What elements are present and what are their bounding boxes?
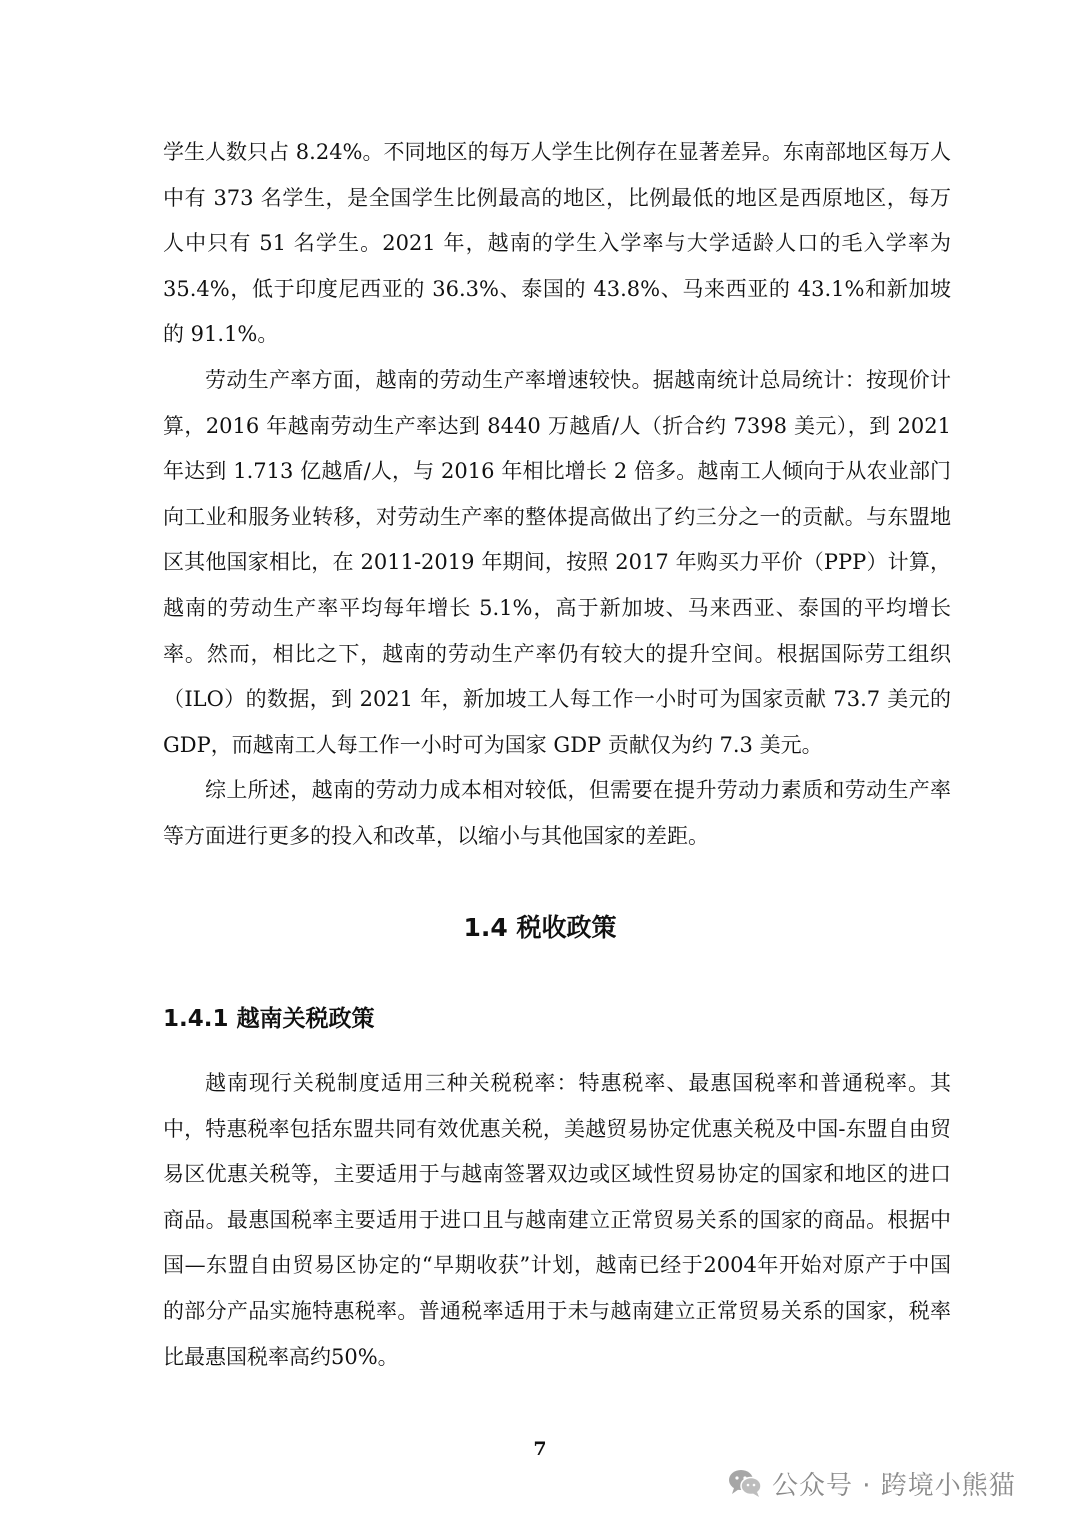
wechat-icon [728,1468,762,1498]
paragraph-student-stats: 学生人数只占 8.24%。不同地区的每万人学生比例存在显著差异。东南部地区每万人中有 373 名学生，是全国学生比例最高的地区，比例最低的地区是西原地区，每万人中只有 51 名学生。2021 年，越南的学生入学率与大学适龄人口的毛入学率为 35.4%，低于印度尼西亚的 36.3%、泰国的 43.8%、马来西亚的 43.1%和新加坡的 91.1%。 [163,140,951,347]
watermark-text: 公众号 · 跨境小熊猫 [772,1470,1016,1501]
paragraph-summary: 综上所述，越南的劳动力成本相对较低，但需要在提升劳动力素质和劳动生产率等方面进行更多的投入和改革，以缩小与其他国家的差距。 [163,778,951,848]
watermark [728,1461,1016,1505]
subsection-heading: 1.4.1 越南关税政策 [163,1006,375,1032]
page-number: 7 [533,1438,547,1460]
section-heading: 1.4 税收政策 [463,913,617,942]
paragraph-tariff-policy: 越南现行关税制度适用三种关税税率：特惠税率、最惠国税率和普通税率。其中，特惠税率包括东盟共同有效优惠关税，美越贸易协定优惠关税及中国-东盟自由贸易区优惠关税等，主要适用于与越南签署双边或区域性贸易协定的国家和地区的进口商品。最惠国税率主要适用于进口且与越南建立正常贸易关系的国家的商品。根据中国—东盟自由贸易区协定的“早期收获”计划，越南已经于2004年开始对原产于中国的部分产品实施特惠税率。普通税率适用于未与越南建立正常贸易关系的国家，税率比最惠国税率高约50%。 [163,1071,951,1369]
paragraph-labor-productivity: 劳动生产率方面，越南的劳动生产率增速较快。据越南统计总局统计：按现价计算，2016 年越南劳动生产率达到 8440 万越盾/人（折合约 7398 美元），到 2021 年达到 1.713 亿越盾/人，与 2016 年相比增长 2 倍多。越南工人倾向于从农业部门向工业和服务业转移，对劳动生产率的整体提高做出了约三分之一的贡献。与东盟地区其他国家相比，在 2011-2019 年期间，按照 2017 年购买力平价（PPP）计算，越南的劳动生产率平均每年增长 5.1%，高于新加坡、马来西亚、泰国的平均增长率。然而，相比之下，越南的劳动生产率仍有较大的提升空间。根据国际劳工组织（ILO）的数据，到 2021 年，新加坡工人每工作一小时可为国家贡献 73.7 美元的 GDP，而越南工人每工作一小时可为国家 GDP 贡献仅为约 7.3 美元。 [163,368,951,757]
